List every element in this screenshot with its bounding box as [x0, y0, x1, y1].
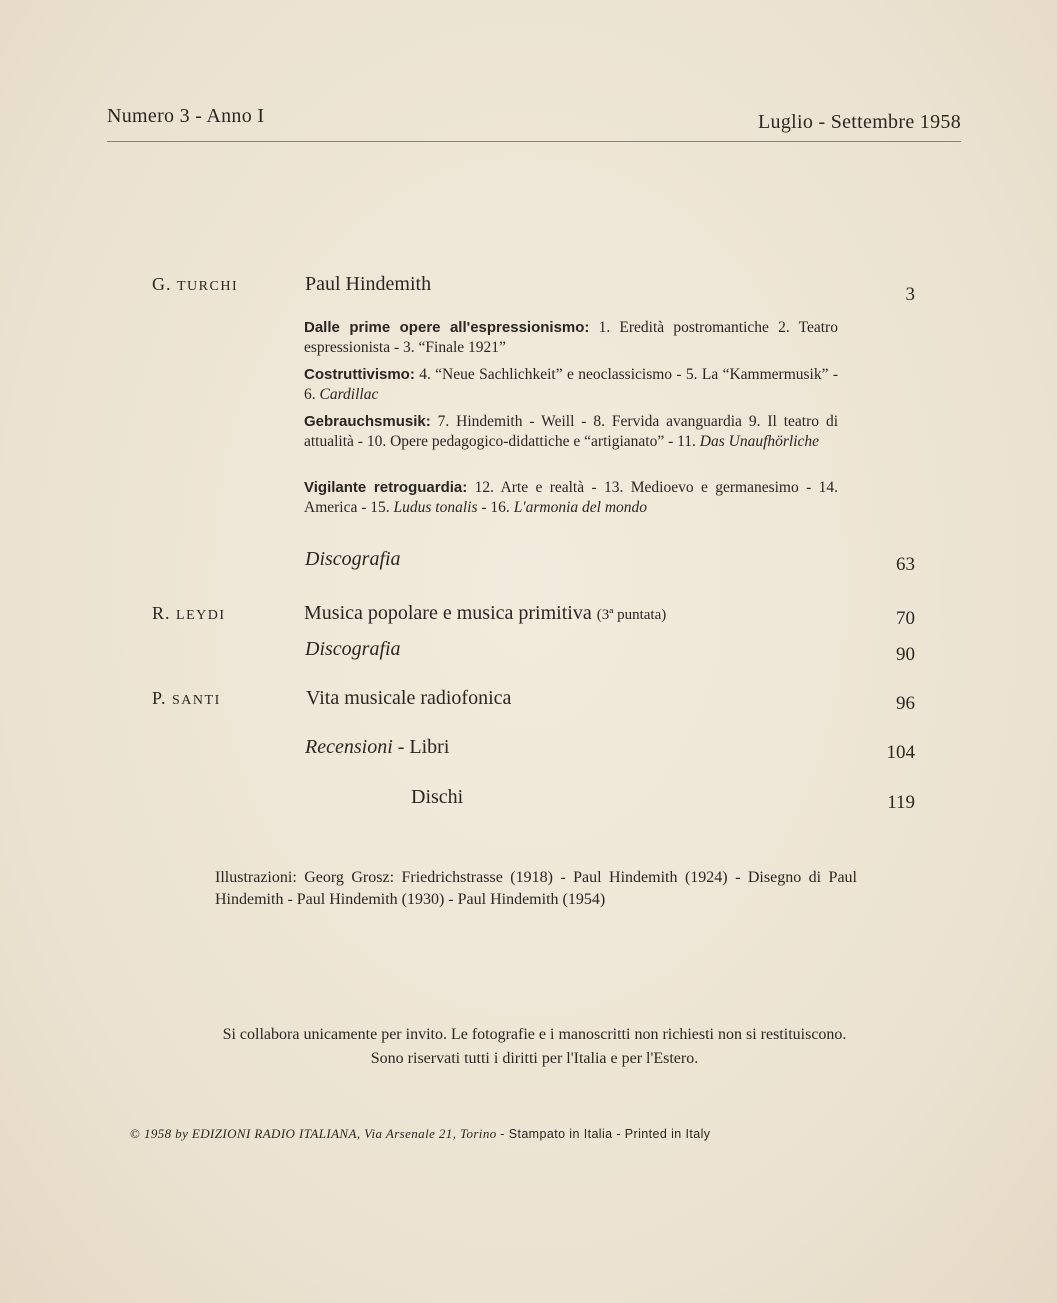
- page-number-96: 96: [896, 693, 915, 714]
- discografia-turchi: Discografia: [305, 548, 401, 570]
- copyright-printed: - Stampato in Italia - Printed in Italy: [500, 1127, 711, 1141]
- section-text: 4. “Neue Sachlichkeit” e neoclassicismo - 5. La “Kammermusik” - 6.: [304, 366, 838, 403]
- author-initial: P.: [152, 688, 167, 708]
- section-text: 1. Eredità postromantiche 2. Teatro espressionista - 3. “Finale 1921”: [304, 319, 838, 356]
- author-leydi: [152, 603, 226, 624]
- page-number-70: 70: [896, 608, 915, 629]
- article-title-musica-popolare: [304, 602, 666, 625]
- section-italic: Ludus tonalis: [393, 498, 478, 516]
- title-text: Musica popolare e musica primitiva: [304, 602, 592, 624]
- illustrations-credit: Illustrazioni: Georg Grosz: Friedrichstrasse (1918) - Paul Hindemith (1924) - Disegno di Paul Hindemith - Paul Hindemith (1930) - Paul Hindemith (1954): [215, 869, 857, 908]
- section-text-2: - 16.: [477, 498, 514, 516]
- section-heading: Gebrauchsmusik:: [304, 413, 431, 430]
- page-number-63: 63: [896, 554, 915, 575]
- author-turchi: [152, 274, 238, 295]
- section-italic-2: L'armonia del mondo: [513, 498, 648, 516]
- header-rule: [107, 141, 961, 142]
- author-name: TURCHI: [177, 279, 239, 294]
- section-heading: Vigilante retroguardia:: [304, 479, 468, 496]
- section-text: 7. Hindemith - Weill - 8. Fervida avanguardia 9. Il teatro di attualità - 10. Opere pedagogico-didattiche e “artigianato” - 11.: [304, 413, 838, 450]
- author-santi: [152, 688, 221, 709]
- section-costruttivismo: [304, 365, 838, 404]
- discografia-leydi: Discografia: [305, 638, 401, 660]
- notice-line-1: Si collabora unicamente per invito. Le fotografie e i manoscritti non richiesti non si restituiscono.: [222, 1026, 847, 1043]
- section-heading: Dalle prime opere all'espressionismo:: [304, 319, 590, 336]
- title-note: (3ª puntata): [596, 607, 667, 623]
- author-name: SANTI: [172, 693, 221, 708]
- copyright-line: [130, 1126, 710, 1142]
- page-number-104: 104: [886, 742, 915, 763]
- author-name: LEYDI: [176, 608, 226, 623]
- copyright-symbol: ©: [130, 1126, 141, 1141]
- section-italic: Das Unaufhörliche: [699, 432, 820, 450]
- notice-line-2: Sono riservati tutti i diritti per l'Italia e per l'Estero.: [370, 1050, 699, 1067]
- recensioni-label: Recensioni: [305, 736, 393, 758]
- issue-number: Numero 3 - Anno I: [107, 105, 265, 127]
- section-espressionismo: [304, 318, 838, 357]
- page-number-119: 119: [887, 792, 915, 813]
- article-title-vita-musicale: Vita musicale radiofonica: [306, 687, 512, 709]
- section-heading: Costruttivismo:: [304, 366, 415, 383]
- article-title-hindemith: Paul Hindemith: [305, 273, 432, 295]
- libri-label: - Libri: [397, 736, 450, 758]
- section-gebrauchsmusik: [304, 412, 838, 451]
- recensioni-libri: [305, 736, 449, 759]
- author-initial: R.: [152, 603, 171, 623]
- recensioni-dischi: Dischi: [411, 786, 464, 808]
- page-number-90: 90: [896, 644, 915, 665]
- section-text: 12. Arte e realtà - 13. Medioevo e germanesimo - 14. America - 15.: [304, 479, 839, 516]
- copyright-publisher: 1958 by EDIZIONI RADIO ITALIANA, Via Arsenale 21, Torino: [143, 1126, 497, 1141]
- section-italic: Cardillac: [319, 385, 379, 403]
- page-number-3: 3: [905, 284, 915, 305]
- author-initial: G.: [152, 274, 172, 294]
- section-retroguardia: [304, 478, 838, 517]
- issue-date: Luglio - Settembre 1958: [758, 111, 961, 133]
